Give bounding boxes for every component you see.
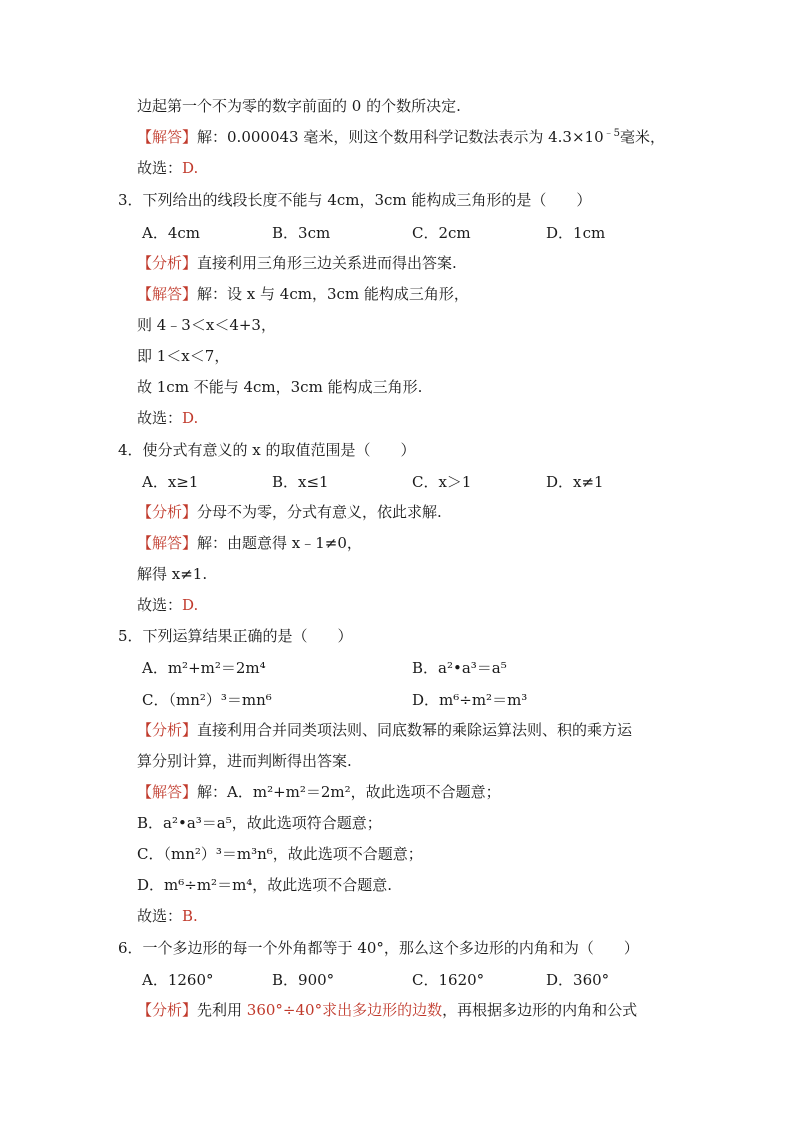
q6-analysis-tail: ，再根据多边形的内角和公式 [442, 1001, 638, 1019]
choose-label: 故选： [137, 159, 183, 177]
q6-option-c: C．1620° [412, 971, 485, 989]
analysis-tag: 【分析】 [137, 254, 198, 272]
q2-choice [137, 158, 198, 178]
q4-analysis [137, 502, 442, 522]
q3-step-2: 即 1＜x＜7， [137, 347, 230, 365]
q6-option-b: B．900° [272, 971, 335, 989]
q5-answer-text: 解：A．m²+m²＝2m²，故此选项不合题意； [197, 783, 501, 801]
q5-option-d: D．m⁶÷m²＝m³ [412, 691, 528, 709]
q6-analysis-lead: 先利用 [197, 1001, 247, 1019]
q4-answer-text: 解：由题意得 x﹣1≠0， [197, 534, 362, 552]
choose-value: D. [182, 409, 199, 427]
q4-step-1: 解得 x≠1. [137, 565, 208, 583]
q6-analysis [137, 1000, 637, 1020]
q3-option-a: A．4cm [142, 224, 201, 242]
q4-analysis-text: 分母不为零，分式有意义，依此求解. [197, 503, 442, 521]
q5-step-d: D．m⁶÷m²＝m⁴，故此选项不合题意. [137, 876, 393, 894]
q2-answer-unit: 毫米， [620, 128, 666, 146]
q5-analysis-cont: 算分别计算，进而判断得出答案. [137, 752, 352, 770]
q3-option-b: B．3cm [272, 224, 331, 242]
answer-tag: 【解答】 [137, 783, 198, 801]
q4-option-a: A．x≥1 [142, 473, 199, 491]
choose-label: 故选： [137, 907, 183, 925]
q2-continuation: 边起第一个不为零的数字前面的 0 的个数所决定. [137, 97, 461, 115]
answer-tag: 【解答】 [137, 128, 198, 146]
q3-option-c: C．2cm [412, 224, 471, 242]
analysis-tag: 【分析】 [137, 1001, 198, 1019]
q3-choice [137, 408, 198, 428]
q6-option-a: A．1260° [142, 971, 214, 989]
q6-analysis-highlight: 360°÷40°求出多边形的边数 [246, 1001, 443, 1019]
q4-option-b: B．x≤1 [272, 473, 329, 491]
q3-step-3: 故 1cm 不能与 4cm，3cm 能构成三角形. [137, 378, 423, 396]
q4-stem: 4．使分式有意义的 x 的取值范围是（ ） [118, 441, 416, 459]
q2-exponent: ﹣5 [603, 128, 621, 139]
answer-tag: 【解答】 [137, 534, 198, 552]
q5-option-c: C．（mn²）³＝mn⁶ [142, 691, 272, 709]
q3-analysis [137, 253, 457, 273]
q3-stem: 3．下列给出的线段长度不能与 4cm，3cm 能构成三角形的是（ ） [118, 191, 592, 209]
q4-option-c: C．x＞1 [412, 473, 472, 491]
q3-analysis-text: 直接利用三角形三边关系进而得出答案. [197, 254, 457, 272]
choose-label: 故选： [137, 596, 183, 614]
q6-stem: 6．一个多边形的每一个外角都等于 40°，那么这个多边形的内角和为（ ） [118, 939, 639, 957]
q5-choice [137, 906, 198, 926]
choose-label: 故选： [137, 409, 183, 427]
q3-answer [137, 284, 469, 304]
q5-analysis [137, 720, 632, 740]
q5-stem: 5．下列运算结果正确的是（ ） [118, 627, 353, 645]
q2-answer-line [137, 127, 665, 147]
choose-value: D. [182, 159, 199, 177]
q2-answer-text: 解：0.000043 毫米，则这个数用科学记数法表示为 4.3×10 [197, 128, 604, 146]
choose-value: D. [182, 596, 199, 614]
q5-analysis-text: 直接利用合并同类项法则、同底数幂的乘除运算法则、积的乘方运 [197, 721, 633, 739]
q5-answer [137, 782, 501, 802]
q4-choice [137, 595, 198, 615]
choose-value: B. [182, 907, 198, 925]
analysis-tag: 【分析】 [137, 721, 198, 739]
q5-step-b: B．a²•a³＝a⁵，故此选项符合题意； [137, 814, 382, 832]
q3-answer-text: 解：设 x 与 4cm，3cm 能构成三角形， [197, 285, 469, 303]
answer-tag: 【解答】 [137, 285, 198, 303]
q6-option-d: D．360° [546, 971, 610, 989]
analysis-tag: 【分析】 [137, 503, 198, 521]
q5-option-b: B．a²•a³＝a⁵ [412, 659, 507, 677]
q3-option-d: D．1cm [546, 224, 606, 242]
q4-answer [137, 533, 362, 553]
q4-option-d: D．x≠1 [546, 473, 604, 491]
q3-step-1: 则 4﹣3＜x＜4+3， [137, 316, 276, 334]
q5-option-a: A．m²+m²＝2m⁴ [142, 659, 266, 677]
q5-step-c: C．（mn²）³＝m³n⁶，故此选项不合题意； [137, 845, 423, 863]
